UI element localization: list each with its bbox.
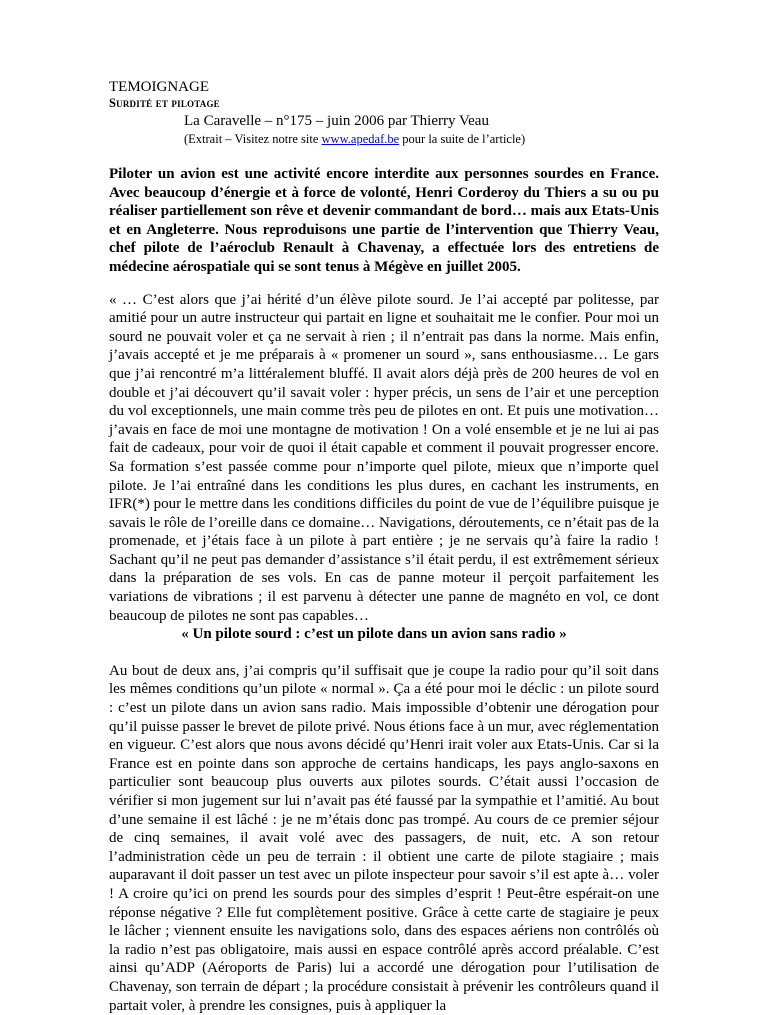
extract-prefix: (Extrait – Visitez notre site bbox=[184, 132, 322, 146]
source-line: La Caravelle – n°175 – juin 2006 par Thierry Veau bbox=[184, 113, 489, 129]
pull-quote: « Un pilote sourd : c’est un pilote dans un avion sans radio » bbox=[181, 626, 567, 643]
kicker-label: TEMOIGNAGE bbox=[109, 79, 209, 95]
extract-suffix: pour la suite de l’article) bbox=[399, 132, 526, 146]
body-paragraph-1: « … C’est alors que j’ai hérité d’un élève pilote sourd. Je l’ai accepté par politesse, par amitié pour un autre instructeur qui partait en ligne et souhaitait me le confier. Pour moi un sourd ne pouvait voler et ça ne servait à rien ; il n’entrait pas dans la norme. Mais enfin, j’avais accepté et je me préparais à « promener un sourd », sans enthousiasme… Le gars que j’ai rencontré m’a littéralement bluffé. Il avait alors déjà près de 200 heures de vol en double et j’ai découvert qu’il savait voler : hyper précis, un sens de l’air et une perception du vol exceptionnels, une main comme très peu de pilotes en ont. Et puis une motivation… j’avais en face de moi une montagne de motivation ! On a volé ensemble et je ne lui ai pas fait de cadeaux, pour voir de quoi il était capable et comment il pouvait progresser encore. Sa formation s’est passée comme pour n’importe quel pilote, mieux que n’importe quel pilote. Je l’ai entraîné dans les conditions les plus dures, en cachant les instruments, en IFR(*) pour le mettre dans les conditions difficiles du point de vue de l’équilibre puisque je savais le rôle de l’oreille dans ce domaine… Navigations, déroutements, ce n’était pas de la promenade, et j’étais face à un pilote à part entière ; je ne servais qu’à faire la radio ! Sachant qu’il ne peut pas demander d’assistance s’il était perdu, il est extrêmement sérieux dans la préparation de ses vols. En cas de panne moteur il perçoit parfaitement les variations de vibrations ; il est parvenu à détecter une panne de magnéto en vol, ce dont beaucoup de pilotes ne sont pas capables… bbox=[109, 291, 659, 624]
extract-note bbox=[184, 132, 659, 147]
website-link[interactable]: www.apedaf.be bbox=[321, 132, 400, 146]
lead-paragraph: Piloter un avion est une activité encore interdite aux personnes sourdes en France. Avec beaucoup d’énergie et à force de volonté, Henri Corderoy du Thiers a su ou pu réaliser partiellement son rêve et devenir commandant de bord… mais aux Etats-Unis et en Angleterre. Nous reproduisons une partie de l’intervention que Thierry Veau, chef pilote de l’aéroclub Renault à Chavenay, a effectuée lors des entretiens de médecine aérospatiale qui se sont tenus à Mégève en juillet 2005. bbox=[109, 166, 659, 275]
body-paragraph-2: Au bout de deux ans, j’ai compris qu’il suffisait que je coupe la radio pour qu’il soit dans les mêmes conditions qu’un pilote « normal ». Ça a été pour moi le déclic : un pilote sourd : c’est un pilote dans un avion sans radio. Mais impossible d’obtenir une dérogation pour qu’il puisse passer le brevet de pilote privé. Nous étions face à un mur, avec réglementation en vigueur. C’est alors que nous avons décidé qu’Henri irait voler aux Etats-Unis. Car si la France est en pointe dans son approche de certains handicaps, les pays anglo-saxons en particulier sont beaucoup plus ouverts aux pilotes sourds. C’était aussi l’occasion de vérifier si mon jugement sur lui n’avait pas été faussé par la sympathie et l’amitié. Au bout d’une semaine il est lâché : je ne m’étais donc pas trompé. Au cours de ce premier séjour de cinq semaines, il avait volé avec des passagers, de nuit, etc. A son retour l’administration cède un peu de terrain : il obtient une carte de pilote stagiaire ; mais auparavant il doit passer un test avec un pilote inspecteur pour savoir s’il est apte à… voler ! A croire qu’ici on prend les sourds pour des simples d’esprit ! Peut-être espérait-on une réponse négative ? Elle fut complètement positive. Grâce à cette carte de stagiaire je peux le lâcher ; viennent ensuite les navigations solo, dans des espaces aériens non contrôlés où la radio n’est pas obligatoire, mais aussi en espace contrôlé après accord préalable. C’est ainsi qu’ADP (Aéroports de Paris) lui a accordé une dérogation pour l’utilisation de Chavenay, son terrain de départ ; la procédure consistait à prévenir les contrôleurs quand il partait voler, à prendre les consignes, puis à appliquer la bbox=[109, 662, 659, 1014]
document-page bbox=[109, 79, 659, 1015]
section-title: Surdité et pilotage bbox=[109, 96, 220, 110]
